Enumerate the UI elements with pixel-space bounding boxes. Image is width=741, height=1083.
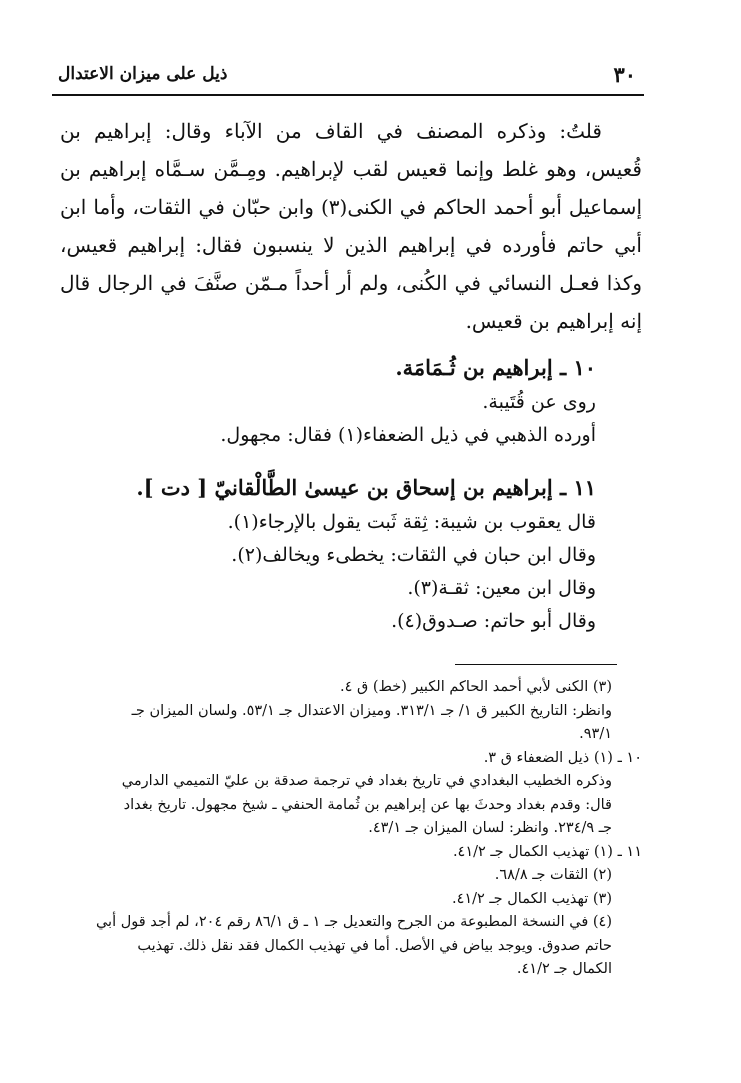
page-number: ٣٠ bbox=[613, 62, 636, 87]
footnote-line: (٢) الثقات جـ ٦٨/٨. bbox=[494, 867, 612, 883]
intro-paragraph bbox=[60, 112, 642, 340]
entry-line: أورده الذهبي في ذيل الضعفاء(١) فقال: مجهول. bbox=[220, 424, 596, 446]
entry-line: وقال ابن معين: ثقـة(٣). bbox=[407, 577, 596, 599]
footnote-line: الكمال جـ ٤١/٢. bbox=[516, 961, 612, 977]
entry-line: وقال أبو حاتم: صـدوق(٤). bbox=[391, 610, 596, 632]
entry-title: ١١ ـ إبراهيم بن إسحاق بن عيسىٰ الطَّالْقانيّ [ دت ]. bbox=[136, 475, 596, 500]
footnote-line: حاتم صدوق. ويوجد بياض في الأصل. أما في تهذيب الكمال فقد نقل ذلك. تهذيب bbox=[137, 937, 612, 954]
intro-line: إبراهيم الذين لا ينسبون فقال: إبراهيم قعيس، وكذا فعـل النسائي في bbox=[60, 233, 643, 295]
header-rule bbox=[52, 94, 644, 96]
footnote-line: (٣) تهذيب الكمال جـ ٤١/٢. bbox=[451, 890, 612, 907]
entry-line: روى عن قُتَيبة. bbox=[482, 391, 596, 413]
intro-line: الكُنى، ولم أر أحداً مـمّن صنَّفَ في الرجال قال إنه إبراهيم بن قعيس. bbox=[60, 271, 642, 333]
footnote-line: وانظر: التاريخ الكبير ق ١/ جـ ٣١٣/١. وميزان الاعتدال جـ ٥٣/١. ولسان الميزان جـ bbox=[131, 702, 612, 719]
footnote-line: (٣) الكنى لأبي أحمد الحاكم الكبير (خط) ق ٤. bbox=[340, 679, 612, 695]
footnote-line: جـ ٢٣٤/٩. وانظر: لسان الميزان جـ ٤٣/١. bbox=[368, 820, 612, 836]
footnote-line: ١١ ـ (١) تهذيب الكمال جـ ٤١/٢. bbox=[452, 843, 642, 860]
page-header bbox=[52, 60, 644, 94]
entry-line: قال يعقوب بن شيبة: ثِقة ثَبت يقول بالإرجاء(١). bbox=[227, 511, 596, 533]
entry-line: وقال ابن حبان في الثقات: يخطىء ويخالف(٢). bbox=[231, 544, 596, 566]
intro-line: أحمد الحاكم في الكنى(٣) وابن حبّان في الثقات، وأما ابن أبي حاتم فأورده في bbox=[60, 195, 642, 257]
intro-line: وهو غلط وإنما قعيس لقب لإبراهيم. ومِـمَّن سـمَّاه إبراهيم بن إسماعيل أبو bbox=[60, 157, 642, 219]
footnotes bbox=[72, 676, 642, 982]
footnote-line: وذكره الخطيب البغدادي في تاريخ بغداد في ترجمة صدقة بن عليّ التميمي الدارمي bbox=[121, 773, 612, 789]
footnote-line: (٤) في النسخة المطبوعة من الجرح والتعديل جـ ١ ـ ق ٨٦/١ رقم ٢٠٤، لم أجد قول أبي bbox=[95, 914, 612, 930]
running-title: ذيل على ميزان الاعتدال bbox=[58, 64, 228, 84]
footnote-line: قال: وقدم بغداد وحدثَ بها عن إبراهيم بن ثُمامة الحنفي ـ شيخ مجهول. تاريخ بغداد bbox=[123, 796, 612, 813]
entry-title: ١٠ ـ إبراهيم بن ثُـمَامَة. bbox=[395, 355, 596, 380]
main-text bbox=[60, 112, 642, 638]
entry-11 bbox=[60, 470, 642, 638]
intro-line: قلتُ: وذكره المصنف في القاف من الآباء وقال: إبراهيم بن قُعيس، bbox=[60, 119, 642, 181]
footnote-separator bbox=[455, 664, 617, 665]
entry-10 bbox=[60, 350, 642, 452]
footnote-line: ٩٣/١. bbox=[579, 726, 612, 742]
footnote-line: ١٠ ـ (١) ذيل الضعفاء ق ٣. bbox=[483, 749, 642, 766]
